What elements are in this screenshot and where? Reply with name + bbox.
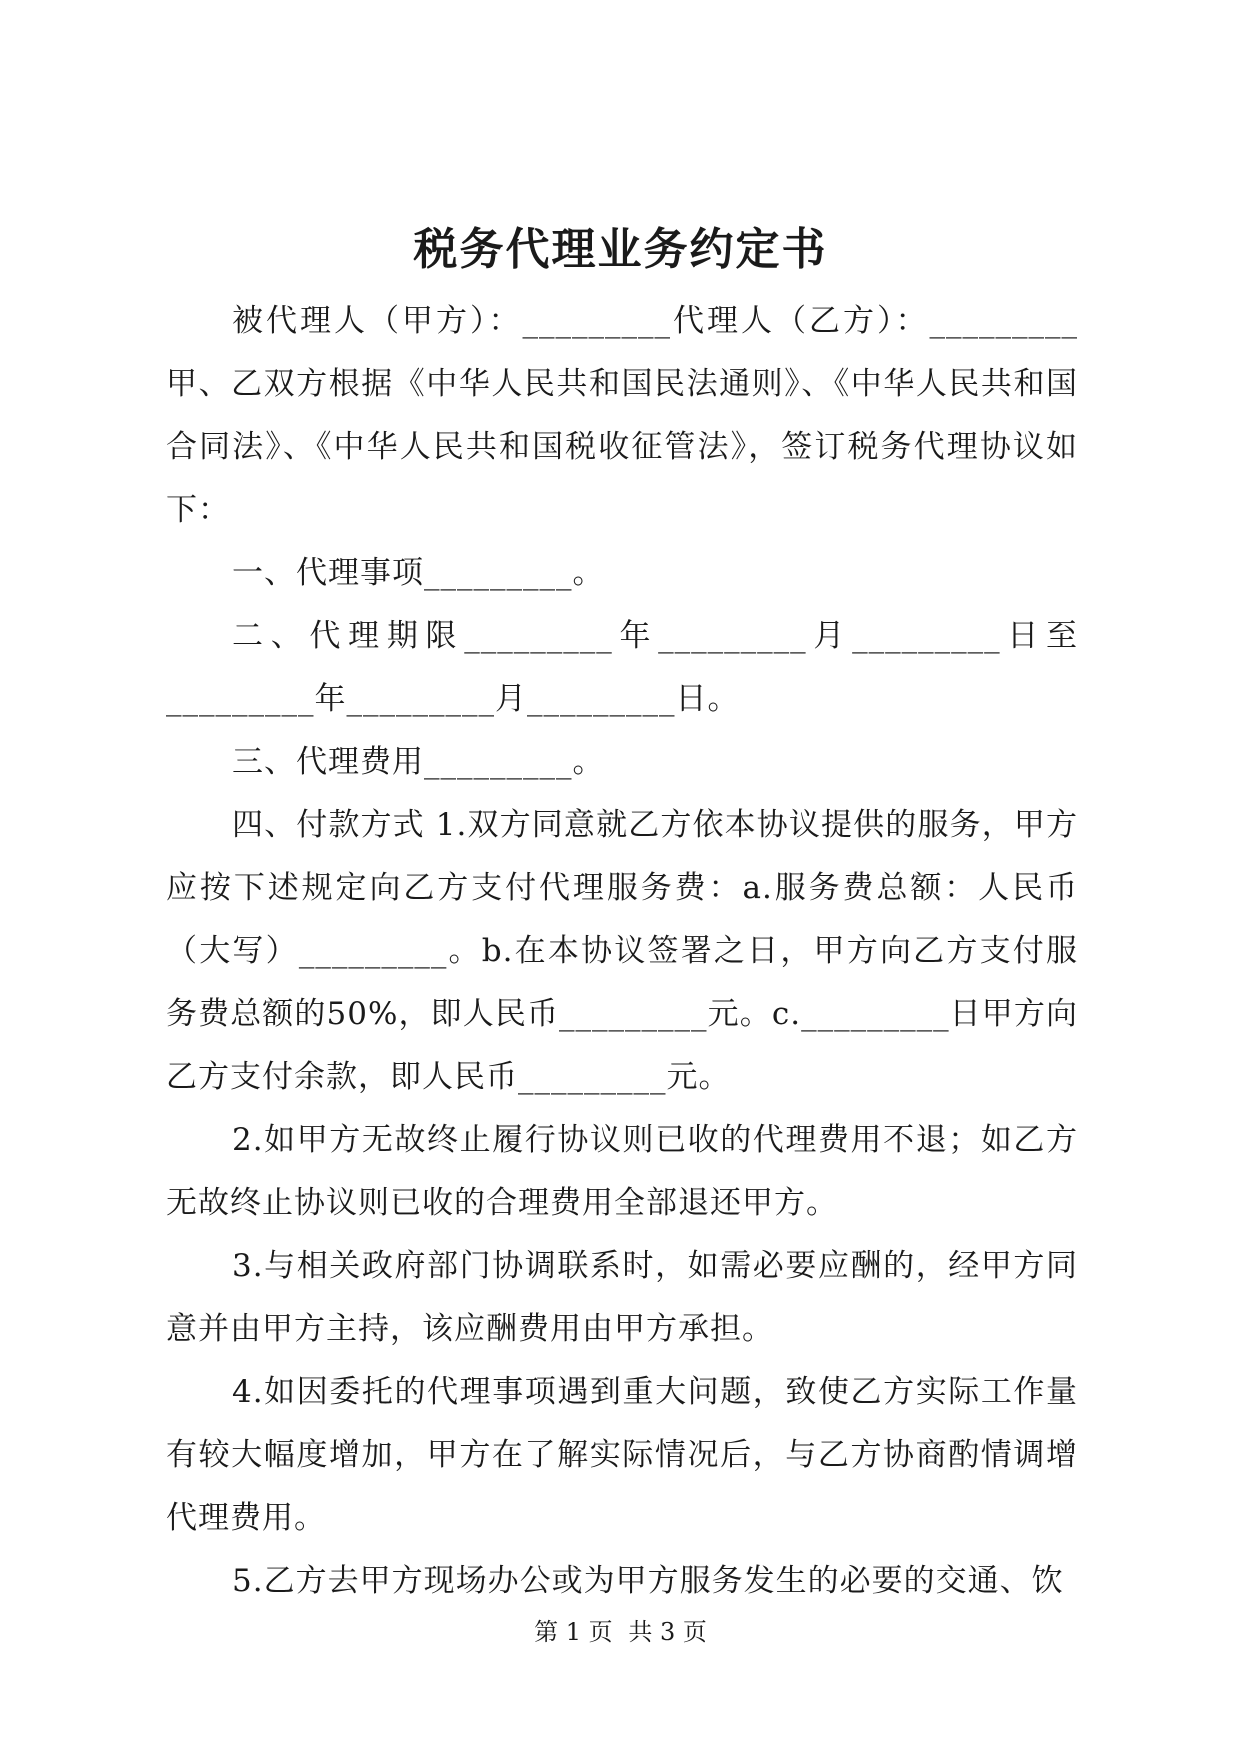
clause-2-continuation: _________年_________月_________日。 [166, 681, 740, 717]
document-title: 税务代理业务约定书 [413, 224, 828, 275]
clause-4-item-4: 4.如因委托的代理事项遇到重大问题，致使乙方实际工作量有较大幅度增加，甲方在了解实际情况后，与乙方协商酌情调增代理费用。 [166, 1374, 1078, 1536]
clause-4-item-5: 5.乙方去甲方现场办公或为甲方服务发生的必要的交通、饮 [232, 1563, 1064, 1599]
page-number: 第 1 页 [534, 1618, 613, 1646]
clause-4-item-3: 3.与相关政府部门协调联系时，如需必要应酬的，经甲方同意并由甲方主持，该应酬费用由甲方承担。 [166, 1248, 1078, 1347]
page-total: 共 3 页 [628, 1618, 707, 1646]
clause-4-item-2: 2.如甲方无故终止履行协议则已收的代理费用不退；如乙方无故终止协议则已收的合理费用全部退还甲方。 [166, 1122, 1078, 1221]
clause-1-paragraph: 一、代理事项_________。 [232, 555, 605, 591]
document-body [166, 290, 1078, 1613]
clause-2-paragraph: 二、代理期限_________年_________月_________日至 [232, 618, 1078, 654]
page-footer [0, 1616, 1241, 1648]
intro-paragraph: 被代理人（甲方）：_________代理人（乙方）：_________甲、乙双方根据《中华人民共和国民法通则》、《中华人民共和国合同法》、《中华人民共和国税收征管法》，签订税务代理协议如下： [166, 303, 1078, 528]
clause-4-paragraph: 四、付款方式 1.双方同意就乙方依本协议提供的服务，甲方应按下述规定向乙方支付代理服务费：a.服务费总额：人民币（大写）_________。b.在本协议签署之日，甲方向乙方支付服务费总额的50%，即人民币_________元。c._________日甲方向乙方支付余款，即人民币_________元。 [166, 807, 1078, 1095]
clause-3-paragraph: 三、代理费用_________。 [232, 744, 605, 780]
